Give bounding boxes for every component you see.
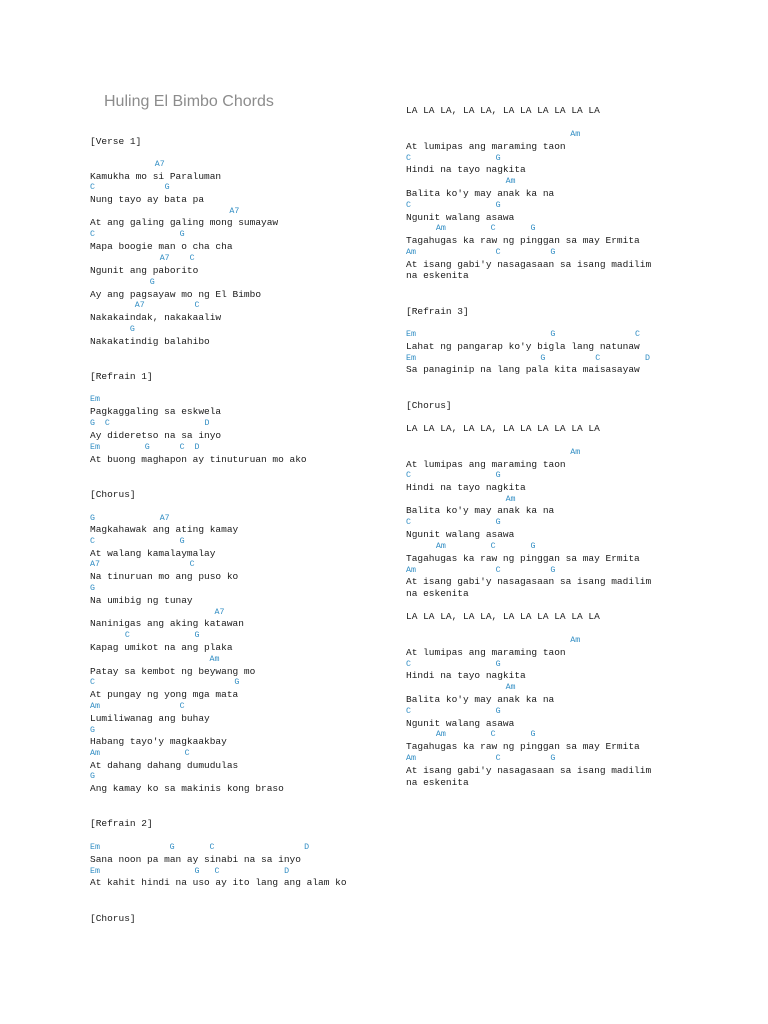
lyric-line: Lahat ng pangarap ko'y bigla lang natunaw bbox=[406, 341, 640, 352]
lyric-line: At isang gabi'y nasagasaan sa isang madilim bbox=[406, 576, 652, 587]
lyric-line: Mapa boogie man o cha cha bbox=[90, 241, 233, 252]
chord-line: Em G C D bbox=[90, 443, 200, 452]
lyric-line: Kamukha mo si Paraluman bbox=[90, 171, 222, 182]
chord-line: C G bbox=[90, 183, 170, 192]
lyric-line: At kahit hindi na uso ay ito lang ang alam ko bbox=[90, 877, 347, 888]
lyric-line: Hindi na tayo nagkita bbox=[406, 482, 526, 493]
lyric-line: Kapag umikot na ang plaka bbox=[90, 642, 233, 653]
chord-line: G bbox=[90, 325, 135, 334]
lyric-line: Nakakaindak, nakakaaliw bbox=[90, 312, 222, 323]
chord-line: Am C G bbox=[406, 248, 556, 257]
chord-line: C G bbox=[406, 707, 501, 716]
chord-line: C G bbox=[406, 201, 501, 210]
chord-line: Am C G bbox=[406, 730, 536, 739]
chord-line: G bbox=[90, 772, 95, 781]
lyric-line: Ay dideretso na sa inyo bbox=[90, 430, 222, 441]
chord-line: Em bbox=[90, 395, 100, 404]
lyric-line: Pagkaggaling sa eskwela bbox=[90, 406, 222, 417]
lyric-line: Ngunit ang paborito bbox=[90, 265, 199, 276]
lyric-line: Sa panaginip na lang pala kita maisasayaw bbox=[406, 364, 640, 375]
lyric-line: Ay ang pagsayaw mo ng El Bimbo bbox=[90, 289, 262, 300]
section-label: [Chorus] bbox=[406, 400, 452, 411]
chord-line: Am bbox=[406, 130, 581, 139]
lyric-line: LA LA LA, LA LA, LA LA LA LA LA LA bbox=[406, 105, 600, 116]
lyric-line: At ang galing galing mong sumayaw bbox=[90, 217, 279, 228]
chord-line: Am C G bbox=[406, 754, 556, 763]
chord-line: Am C bbox=[90, 702, 185, 711]
chord-line: Am bbox=[406, 636, 581, 645]
lyric-line: Balita ko'y may anak ka na bbox=[406, 694, 555, 705]
chord-line: G bbox=[90, 726, 95, 735]
lyric-line: Habang tayo'y magkaakbay bbox=[90, 736, 227, 747]
lyric-line: Naninigas ang aking katawan bbox=[90, 618, 244, 629]
lyric-line: At buong maghapon ay tinuturuan mo ako bbox=[90, 454, 307, 465]
lyric-line: na eskenita bbox=[406, 270, 469, 281]
chord-line: G bbox=[90, 278, 155, 287]
lyric-line: Magkahawak ang ating kamay bbox=[90, 524, 239, 535]
lyric-line: Na tinuruan mo ang puso ko bbox=[90, 571, 239, 582]
lyric-line: Ngunit walang asawa bbox=[406, 718, 515, 729]
chord-line: Am bbox=[406, 495, 516, 504]
section-label: [Verse 1] bbox=[90, 136, 142, 147]
lyric-line: Nakakatindig balahibo bbox=[90, 336, 210, 347]
chord-line: A7 bbox=[90, 608, 225, 617]
chord-line: Am C G bbox=[406, 224, 536, 233]
lyric-line: At pungay ng yong mga mata bbox=[90, 689, 239, 700]
chord-line: A7 C bbox=[90, 560, 195, 569]
lyric-line: Patay sa kembot ng beywang mo bbox=[90, 666, 256, 677]
chord-line: Am bbox=[406, 448, 581, 457]
lyric-line: At lumipas ang maraming taon bbox=[406, 141, 566, 152]
lyric-line: At dahang dahang dumudulas bbox=[90, 760, 239, 771]
lyric-line: Lumiliwanag ang buhay bbox=[90, 713, 210, 724]
chord-line: C G bbox=[90, 678, 240, 687]
lyric-line: LA LA LA, LA LA, LA LA LA LA LA LA bbox=[406, 611, 600, 622]
lyric-line: Tagahugas ka raw ng pinggan sa may Ermita bbox=[406, 741, 640, 752]
lyric-line: na eskenita bbox=[406, 777, 469, 788]
lyric-line: Hindi na tayo nagkita bbox=[406, 164, 526, 175]
lyric-line: Nung tayo ay bata pa bbox=[90, 194, 205, 205]
section-label: [Refrain 3] bbox=[406, 306, 469, 317]
chord-line: Em G C bbox=[406, 330, 641, 339]
chord-line: C G bbox=[406, 660, 501, 669]
lyric-line: At lumipas ang maraming taon bbox=[406, 459, 566, 470]
section-label: [Refrain 2] bbox=[90, 818, 153, 829]
chord-line: C G bbox=[90, 631, 200, 640]
chord-line: A7 bbox=[90, 160, 165, 169]
lyric-line: Balita ko'y may anak ka na bbox=[406, 505, 555, 516]
chord-line: G C D bbox=[90, 419, 210, 428]
page-title: Huling El Bimbo Chords bbox=[104, 93, 274, 110]
lyric-line: Tagahugas ka raw ng pinggan sa may Ermita bbox=[406, 235, 640, 246]
chord-line: C G bbox=[406, 154, 501, 163]
lyric-line: At lumipas ang maraming taon bbox=[406, 647, 566, 658]
lyric-line: Ngunit walang asawa bbox=[406, 212, 515, 223]
lyric-line: Ang kamay ko sa makinis kong braso bbox=[90, 783, 284, 794]
section-label: [Chorus] bbox=[90, 489, 136, 500]
lyric-line: Hindi na tayo nagkita bbox=[406, 670, 526, 681]
chord-line: C G bbox=[406, 518, 501, 527]
lyric-line: At isang gabi'y nasagasaan sa isang madilim bbox=[406, 765, 652, 776]
chord-line: G A7 bbox=[90, 514, 170, 523]
chord-line: C G bbox=[90, 230, 185, 239]
section-label: [Chorus] bbox=[90, 913, 136, 924]
chord-line: A7 bbox=[90, 207, 240, 216]
section-label: [Refrain 1] bbox=[90, 371, 153, 382]
chord-line: Em G C D bbox=[90, 867, 290, 876]
lyric-line: LA LA LA, LA LA, LA LA LA LA LA LA bbox=[406, 423, 600, 434]
chord-line: Am bbox=[406, 683, 516, 692]
chord-line: Am C G bbox=[406, 542, 536, 551]
lyric-line: na eskenita bbox=[406, 588, 469, 599]
lyric-line: Na umibig ng tunay bbox=[90, 595, 193, 606]
chord-line: C G bbox=[90, 537, 185, 546]
chord-line: G bbox=[90, 584, 95, 593]
chord-line: C G bbox=[406, 471, 501, 480]
chord-line: Am bbox=[406, 177, 516, 186]
chord-line: A7 C bbox=[90, 254, 195, 263]
lyric-line: Balita ko'y may anak ka na bbox=[406, 188, 555, 199]
lyric-line: Tagahugas ka raw ng pinggan sa may Ermita bbox=[406, 553, 640, 564]
chord-line: Am C bbox=[90, 749, 190, 758]
lyric-line: Ngunit walang asawa bbox=[406, 529, 515, 540]
chord-line: Em G C D bbox=[90, 843, 310, 852]
lyric-line: At walang kamalaymalay bbox=[90, 548, 216, 559]
lyric-line: Sana noon pa man ay sinabi na sa inyo bbox=[90, 854, 301, 865]
chord-line: Am bbox=[90, 655, 220, 664]
chord-line: Em G C D bbox=[406, 354, 650, 363]
chord-line: A7 C bbox=[90, 301, 200, 310]
lyric-line: At isang gabi'y nasagasaan sa isang madilim bbox=[406, 259, 652, 270]
chord-line: Am C G bbox=[406, 566, 556, 575]
